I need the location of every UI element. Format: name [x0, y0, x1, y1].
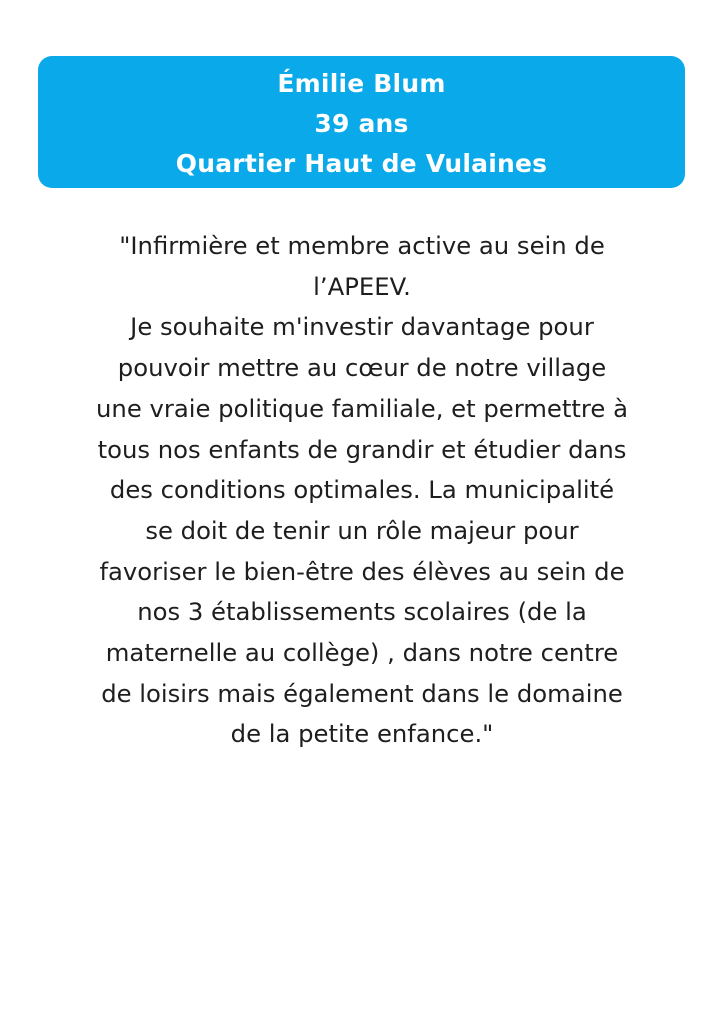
quote-line: maternelle au collège) , dans notre centre	[105, 638, 619, 668]
candidate-age: 39 ans	[314, 109, 409, 138]
profile-header	[38, 56, 685, 188]
candidate-district: Quartier Haut de Vulaines	[175, 149, 548, 178]
quote-line: favoriser le bien-être des élèves au sein de	[99, 556, 625, 586]
quote-line: de loisirs mais également dans le domaine	[101, 678, 623, 708]
quote-line: se doit de tenir un rôle majeur pour	[145, 515, 579, 545]
quote-line: Je souhaite m'investir davantage pour	[130, 312, 594, 342]
quote-line: tous nos enfants de grandir et étudier dans	[97, 434, 627, 464]
quote-line: pouvoir mettre au cœur de notre village	[117, 353, 607, 383]
quote-line: de la petite enfance."	[230, 719, 494, 749]
candidate-quote	[30, 226, 694, 755]
quote-line: une vraie politique familiale, et permettre à	[96, 393, 628, 423]
candidate-name: Émilie Blum	[277, 69, 446, 98]
quote-line: "Infirmière et membre active au sein de	[119, 231, 605, 260]
quote-line: des conditions optimales. La municipalité	[109, 475, 615, 505]
quote-line: l’APEEV.	[313, 271, 411, 301]
quote-line: nos 3 établissements scolaires (de la	[137, 597, 587, 627]
